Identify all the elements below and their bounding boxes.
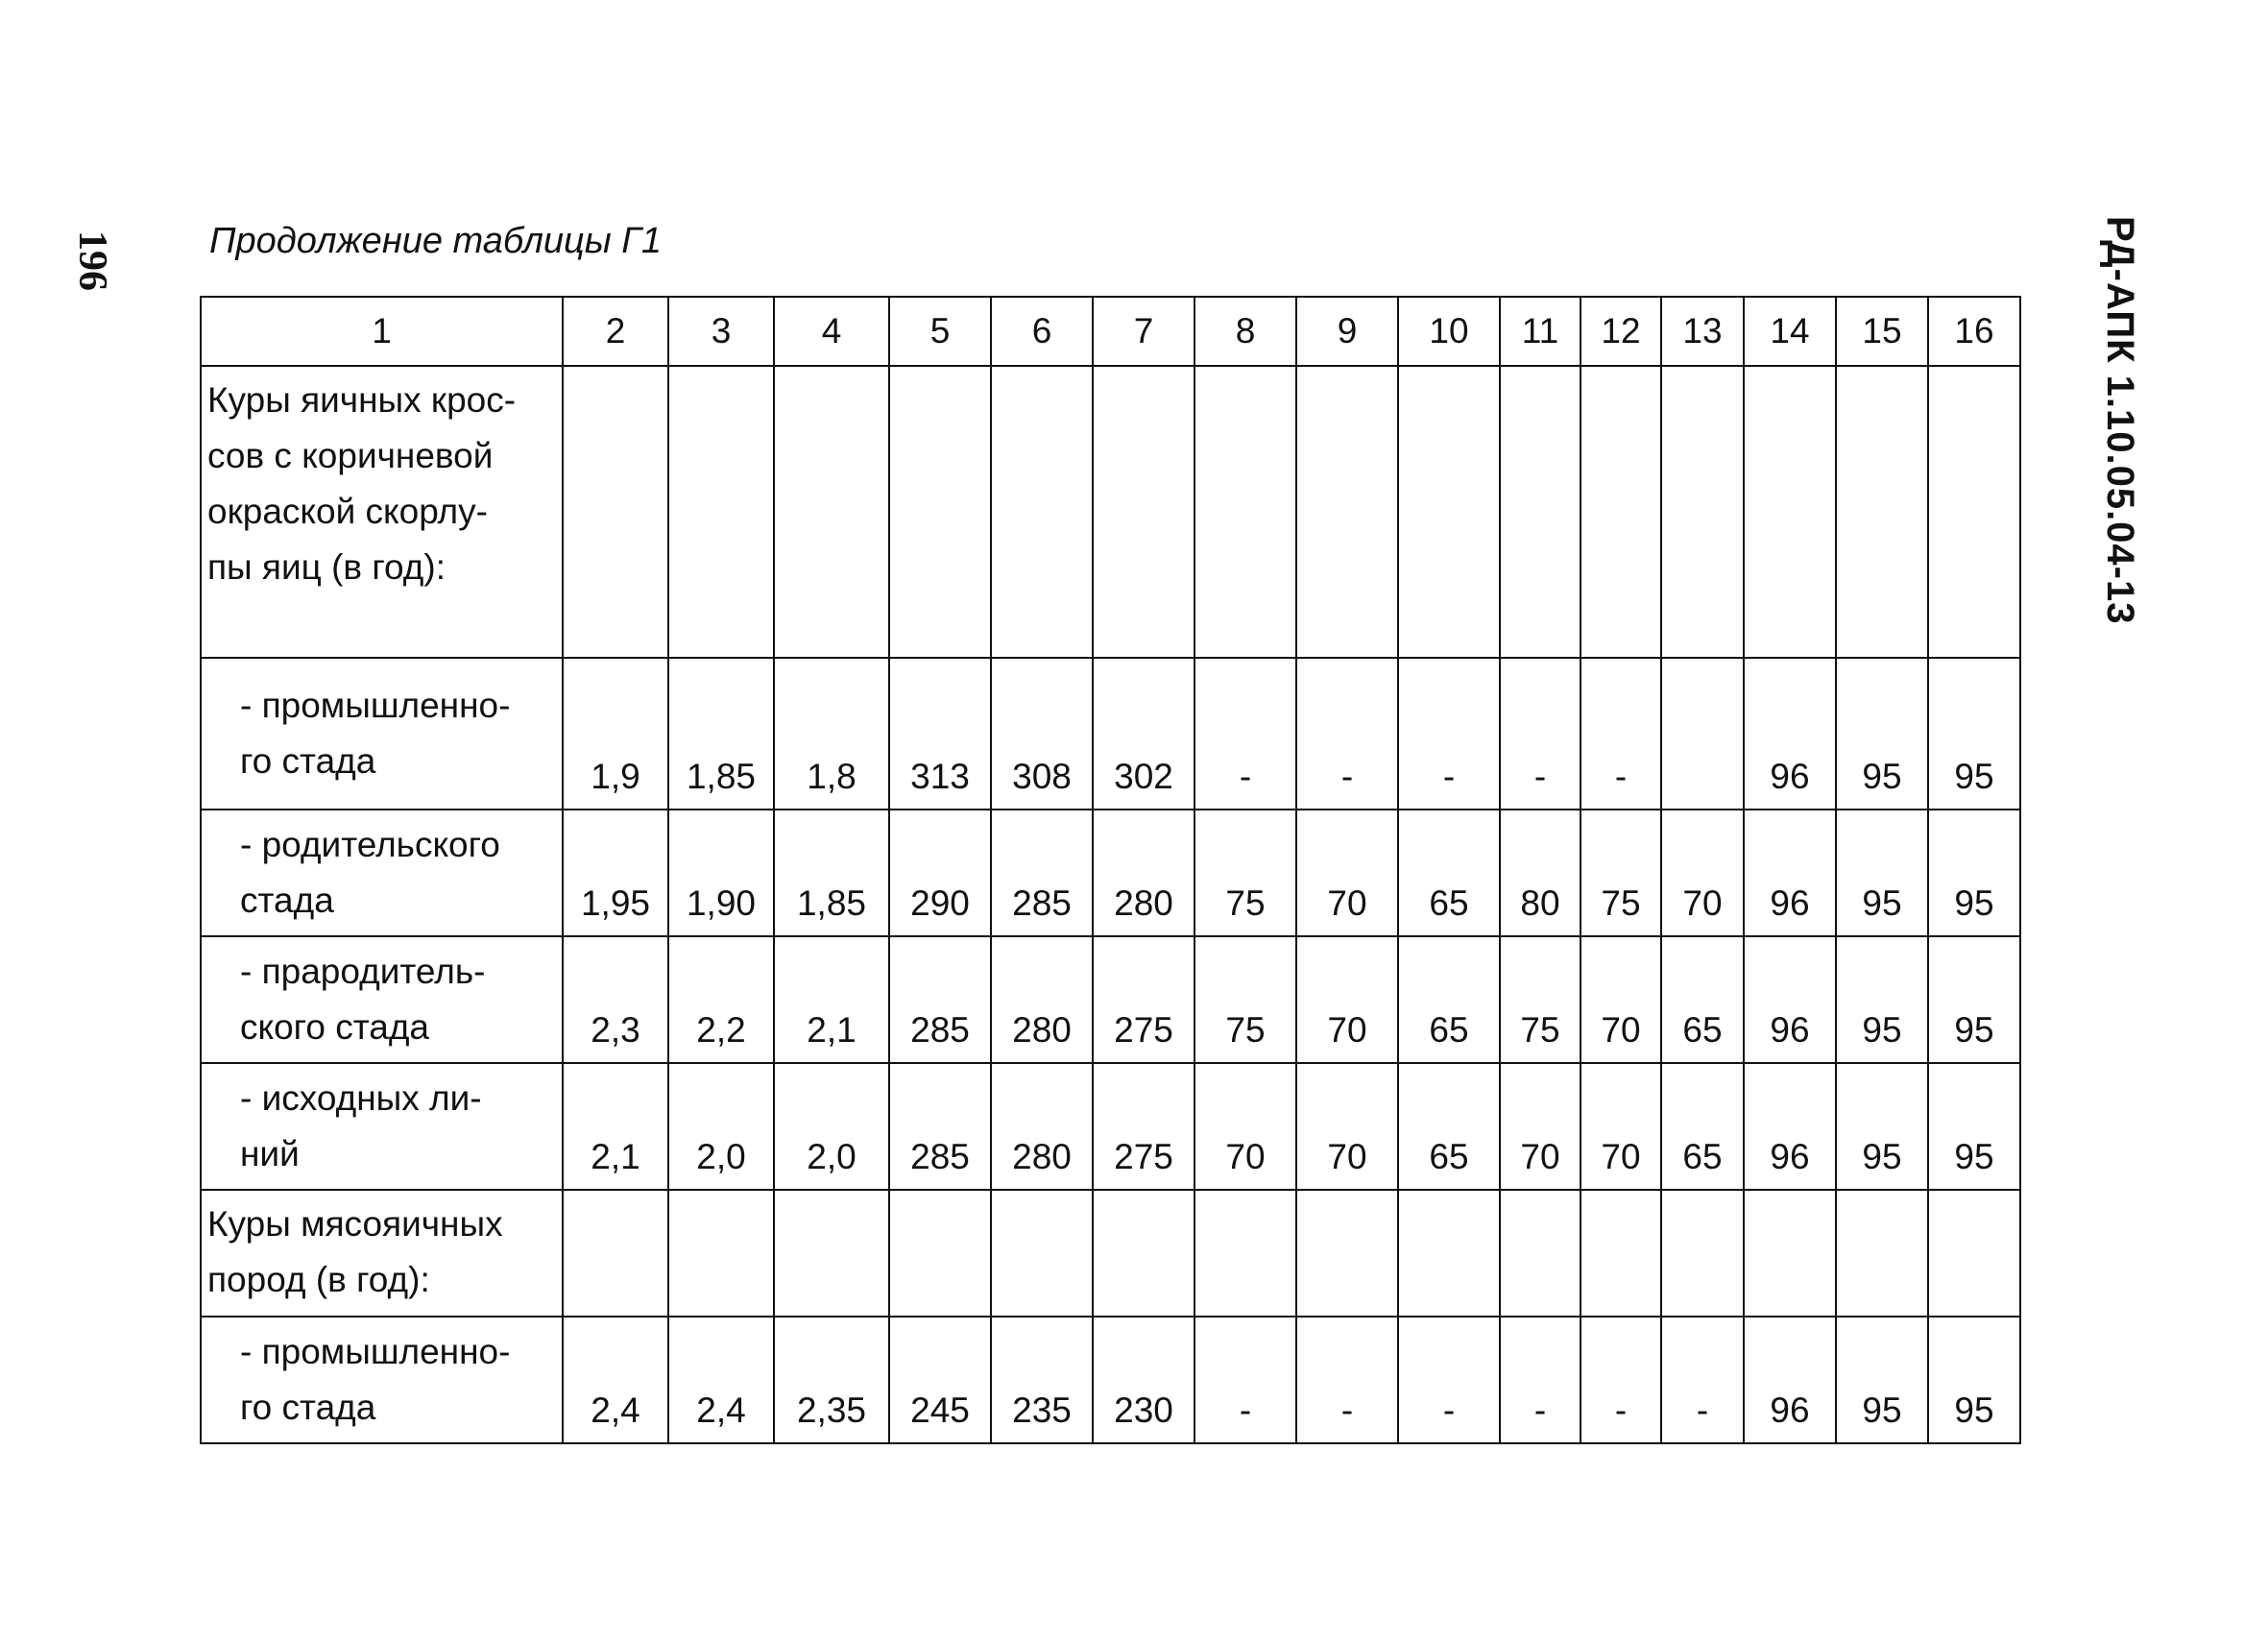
table-cell: 275 [1093,936,1194,1063]
row-label [201,810,563,936]
table-cell: - [1580,1317,1661,1443]
table-cell [1661,658,1744,810]
table-cell: 1,85 [668,658,774,810]
table-body [201,297,2020,1443]
header-cell: 15 [1836,297,1928,366]
table-cell: 2,4 [668,1317,774,1443]
row-label [201,936,563,1063]
row-label-line: ний [240,1134,300,1173]
header-cell: 9 [1296,297,1398,366]
table-cell: 70 [1194,1063,1296,1190]
table-row [201,936,2020,1063]
table-cell [1836,366,1928,658]
table-cell: 2,4 [563,1317,668,1443]
table-cell: - [1500,1317,1580,1443]
table-cell: - [1661,1317,1744,1443]
table-cell: 70 [1296,810,1398,936]
table-cell: 96 [1744,936,1836,1063]
row-label-line: - родительского [240,825,500,864]
row-label-line: Куры мясояичных [207,1204,503,1244]
table-cell [774,366,889,658]
table-cell: 70 [1296,1063,1398,1190]
table-cell: - [1398,658,1500,810]
row-label [201,1063,563,1190]
table-cell: 96 [1744,810,1836,936]
table-cell: 2,2 [668,936,774,1063]
table-cell: 80 [1500,810,1580,936]
table-cell: 285 [889,936,991,1063]
row-label-line: сов с коричневой [207,436,494,475]
table-cell [1744,1190,1836,1317]
table-cell: 75 [1194,810,1296,936]
table-cell: 2,35 [774,1317,889,1443]
table-cell [563,366,668,658]
header-cell: 2 [563,297,668,366]
table-cell [1194,366,1296,658]
row-label-line: пород (в год): [207,1260,430,1299]
table-cell: 95 [1836,810,1928,936]
row-label [201,658,563,810]
table-cell: 70 [1296,936,1398,1063]
table-row [201,1063,2020,1190]
header-cell: 3 [668,297,774,366]
table-cell: 285 [889,1063,991,1190]
table-cell: 235 [991,1317,1093,1443]
table-cell: 65 [1398,810,1500,936]
table-cell: 275 [1093,1063,1194,1190]
table-cell [1296,366,1398,658]
table-cell: 95 [1836,1317,1928,1443]
table-caption: Продолжение таблицы Г1 [209,221,663,261]
header-cell: 1 [201,297,563,366]
table-cell [1928,1190,2020,1317]
table-cell: - [1194,658,1296,810]
page-number: 196 [70,230,114,291]
row-label-line: - исходных ли- [240,1078,482,1118]
data-table [200,296,2021,1444]
table-cell: - [1296,658,1398,810]
table-cell [1093,1190,1194,1317]
header-cell: 12 [1580,297,1661,366]
table-cell: 65 [1398,1063,1500,1190]
table-cell [1500,1190,1580,1317]
table-cell [889,366,991,658]
row-label-line: стада [240,881,334,920]
table-header-row [201,297,2020,366]
table-cell: 95 [1928,1063,2020,1190]
header-cell: 16 [1928,297,2020,366]
table-cell: 2,3 [563,936,668,1063]
table-cell: 290 [889,810,991,936]
table-cell [991,1190,1093,1317]
group-row [201,366,2020,658]
table-cell: - [1580,658,1661,810]
table-row [201,1317,2020,1443]
table-cell: 95 [1836,936,1928,1063]
header-cell: 13 [1661,297,1744,366]
table-cell: 2,1 [563,1063,668,1190]
table-cell: 1,85 [774,810,889,936]
table-cell: 95 [1836,1063,1928,1190]
header-cell: 4 [774,297,889,366]
table-cell: 308 [991,658,1093,810]
table-cell: 95 [1928,658,2020,810]
table-cell [1836,1190,1928,1317]
row-label-line: Куры яичных крос- [207,380,517,420]
table-cell: 75 [1194,936,1296,1063]
table-cell [1928,366,2020,658]
table-row [201,810,2020,936]
header-cell: 14 [1744,297,1836,366]
table-cell: 302 [1093,658,1194,810]
table-cell: - [1194,1317,1296,1443]
table-cell: 95 [1928,936,2020,1063]
table-cell: - [1296,1317,1398,1443]
table-cell: - [1500,658,1580,810]
table-cell [1744,366,1836,658]
row-label [201,1317,563,1443]
table-cell [668,1190,774,1317]
table-cell [1093,366,1194,658]
header-cell: 7 [1093,297,1194,366]
table-cell: 230 [1093,1317,1194,1443]
row-label-line: го стада [240,741,376,781]
header-cell: 11 [1500,297,1580,366]
table-cell: 95 [1928,1317,2020,1443]
table-cell [668,366,774,658]
table-cell [1580,1190,1661,1317]
table-cell: 65 [1398,936,1500,1063]
table-cell: 95 [1928,810,2020,936]
table-cell: 245 [889,1317,991,1443]
table-cell: 70 [1580,1063,1661,1190]
table-cell: 75 [1500,936,1580,1063]
header-cell: 8 [1194,297,1296,366]
table-cell [1500,366,1580,658]
table-cell: 65 [1661,1063,1744,1190]
table-cell: 96 [1744,658,1836,810]
header-cell: 6 [991,297,1093,366]
table-cell [1661,1190,1744,1317]
table-cell [889,1190,991,1317]
document-code: РД-АПК 1.10.05.04-13 [2099,216,2141,625]
table-cell: 70 [1661,810,1744,936]
table-cell: 280 [991,936,1093,1063]
table-cell [1398,366,1500,658]
row-label-line: - промышленно- [240,686,511,725]
row-label-line: - промышленно- [240,1332,511,1371]
table-cell: - [1398,1317,1500,1443]
row-label-line: ского стада [240,1007,429,1047]
row-label-line: пы яиц (в год): [207,547,446,587]
table-cell [774,1190,889,1317]
table-cell: 1,9 [563,658,668,810]
table-cell: 1,95 [563,810,668,936]
table-cell: 313 [889,658,991,810]
table-row [201,658,2020,810]
table-cell: 2,1 [774,936,889,1063]
table-cell: 2,0 [774,1063,889,1190]
table-cell: 70 [1580,936,1661,1063]
table-cell [1296,1190,1398,1317]
table-cell: 75 [1580,810,1661,936]
row-label-line: - прародитель- [240,952,486,991]
table-cell: 70 [1500,1063,1580,1190]
table-cell [1194,1190,1296,1317]
table-cell: 95 [1836,658,1928,810]
table-cell [1661,366,1744,658]
table-cell: 65 [1661,936,1744,1063]
row-label [201,366,563,658]
table-cell: 280 [991,1063,1093,1190]
header-cell: 5 [889,297,991,366]
table-cell: 96 [1744,1063,1836,1190]
table-cell: 280 [1093,810,1194,936]
table-cell: 1,90 [668,810,774,936]
header-cell: 10 [1398,297,1500,366]
row-label [201,1190,563,1317]
table-cell [563,1190,668,1317]
row-label-line: окраской скорлу- [207,492,488,531]
table-cell: 1,8 [774,658,889,810]
table-cell [1398,1190,1500,1317]
table-cell: 96 [1744,1317,1836,1443]
table-cell [1580,366,1661,658]
row-label-line: го стада [240,1388,376,1427]
table-cell [991,366,1093,658]
group-row [201,1190,2020,1317]
table-cell: 285 [991,810,1093,936]
table-cell: 2,0 [668,1063,774,1190]
